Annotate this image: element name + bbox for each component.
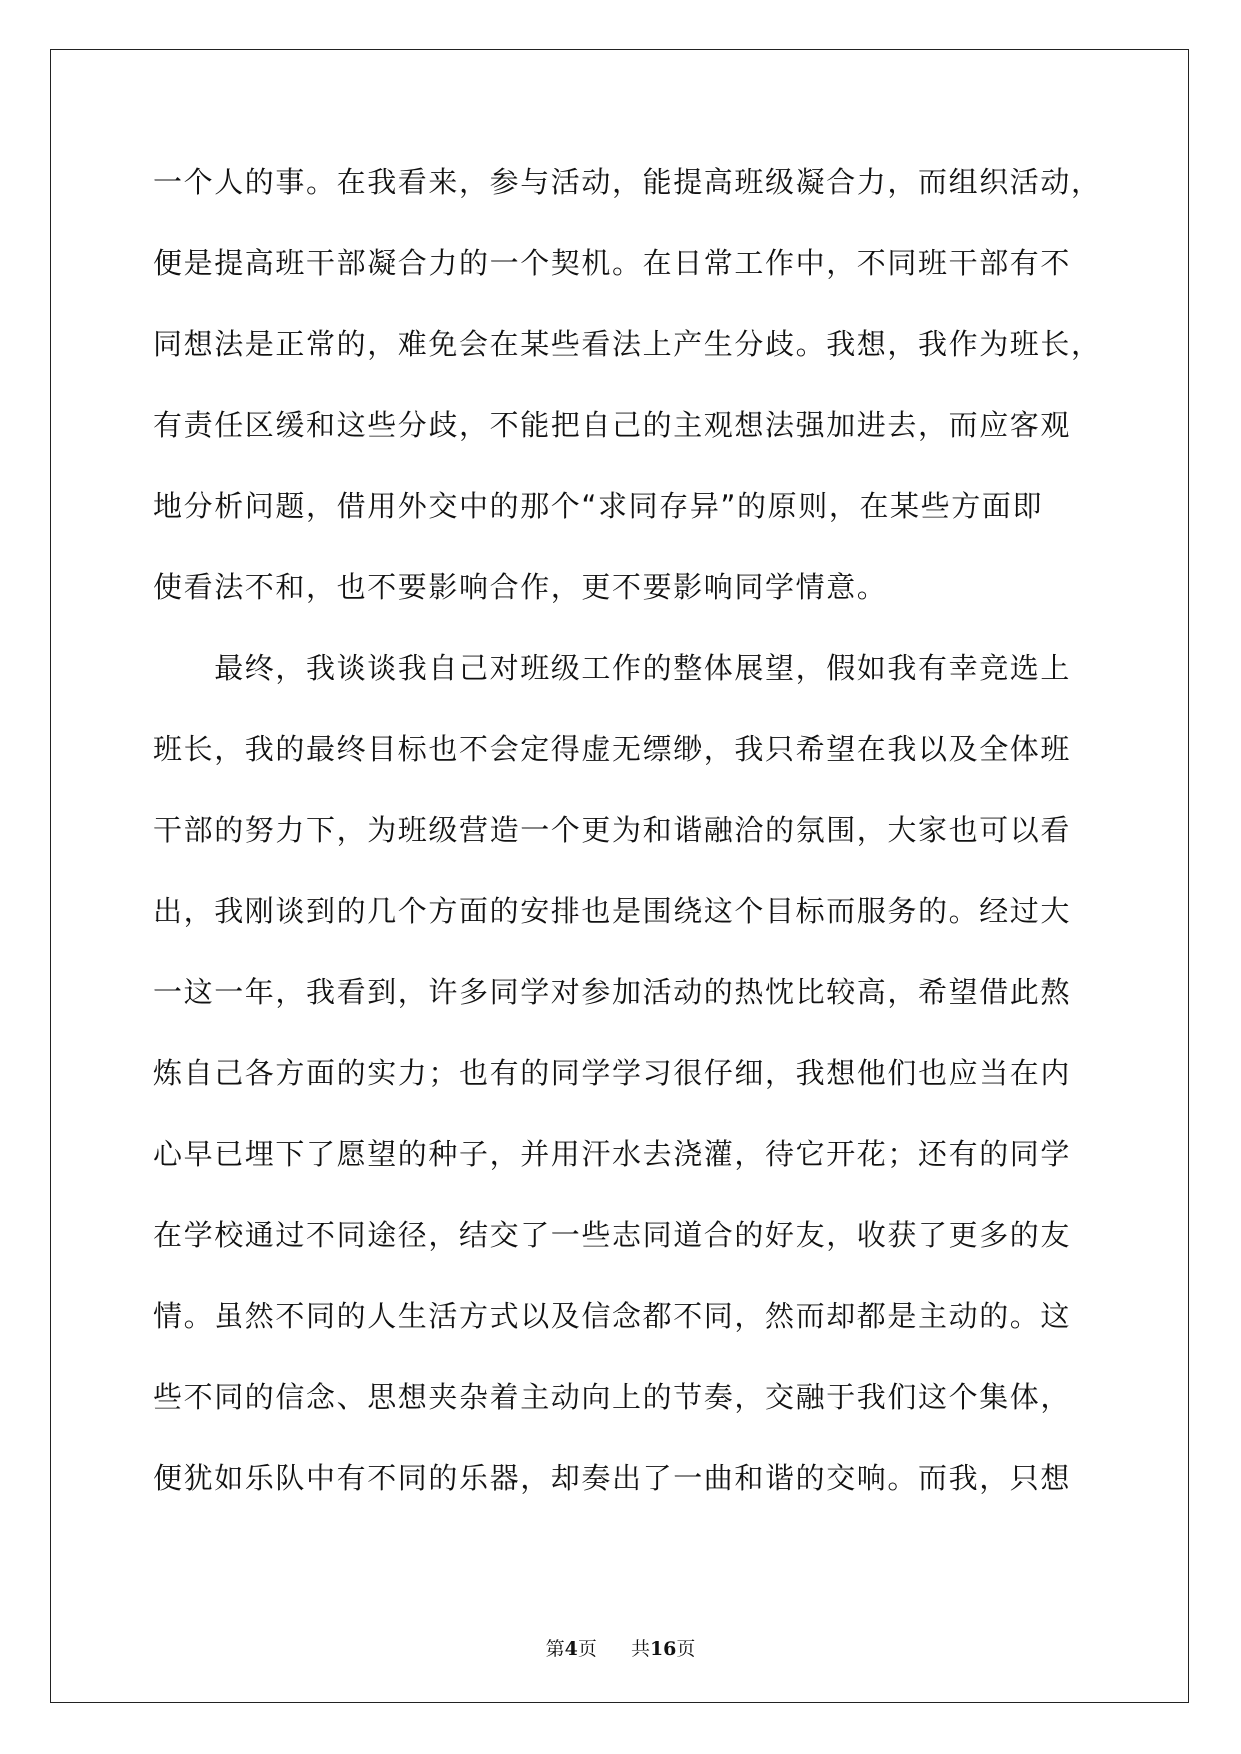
text-line: 地分析问题，借用外交中的那个“求同存异”的原则，在某些方面即 <box>153 489 1044 523</box>
page-footer <box>0 1634 1241 1661</box>
total-pages-label: 共16页 <box>630 1638 696 1660</box>
text-line: 出，我刚谈到的几个方面的安排也是围绕这个目标而服务的。经过大 <box>153 894 1072 928</box>
text-line: 炼自己各方面的实力；也有的同学学习很仔细，我想他们也应当在内 <box>153 1056 1072 1090</box>
text-line: 便是提高班干部凝合力的一个契机。在日常工作中，不同班干部有不 <box>153 246 1072 280</box>
page-number-label: 第4页 <box>545 1638 597 1660</box>
text-line: 班长，我的最终目标也不会定得虚无缥缈，我只希望在我以及全体班 <box>153 732 1072 766</box>
text-line: 些不同的信念、思想夹杂着主动向上的节奏，交融于我们这个集体， <box>153 1380 1072 1414</box>
text-line: 在学校通过不同途径，结交了一些志同道合的好友，收获了更多的友 <box>153 1218 1072 1252</box>
text-line: 心早已埋下了愿望的种子，并用汗水去浇灌，待它开花；还有的同学 <box>153 1137 1072 1171</box>
text-line: 最终，我谈谈我自己对班级工作的整体展望，假如我有幸竞选上 <box>153 651 1072 685</box>
text-line: 一这一年，我看到，许多同学对参加活动的热忱比较高，希望借此熬 <box>153 975 1072 1009</box>
page-border <box>50 49 1189 1703</box>
text-line: 一个人的事。在我看来，参与活动，能提高班级凝合力，而组织活动， <box>153 165 1102 199</box>
text-line: 同想法是正常的，难免会在某些看法上产生分歧。我想，我作为班长， <box>153 327 1102 361</box>
current-page-number: 4 <box>564 1638 578 1660</box>
text-line: 情。虽然不同的人生活方式以及信念都不同，然而却都是主动的。这 <box>153 1299 1072 1333</box>
text-line: 有责任区缓和这些分歧，不能把自己的主观想法强加进去，而应客观 <box>153 408 1072 442</box>
total-page-count: 16 <box>649 1638 677 1660</box>
text-line: 便犹如乐队中有不同的乐器，却奏出了一曲和谐的交响。而我，只想 <box>153 1461 1072 1495</box>
text-line: 使看法不和，也不要影响合作，更不要影响同学情意。 <box>153 570 888 604</box>
text-line: 干部的努力下，为班级营造一个更为和谐融洽的氛围，大家也可以看 <box>153 813 1072 847</box>
